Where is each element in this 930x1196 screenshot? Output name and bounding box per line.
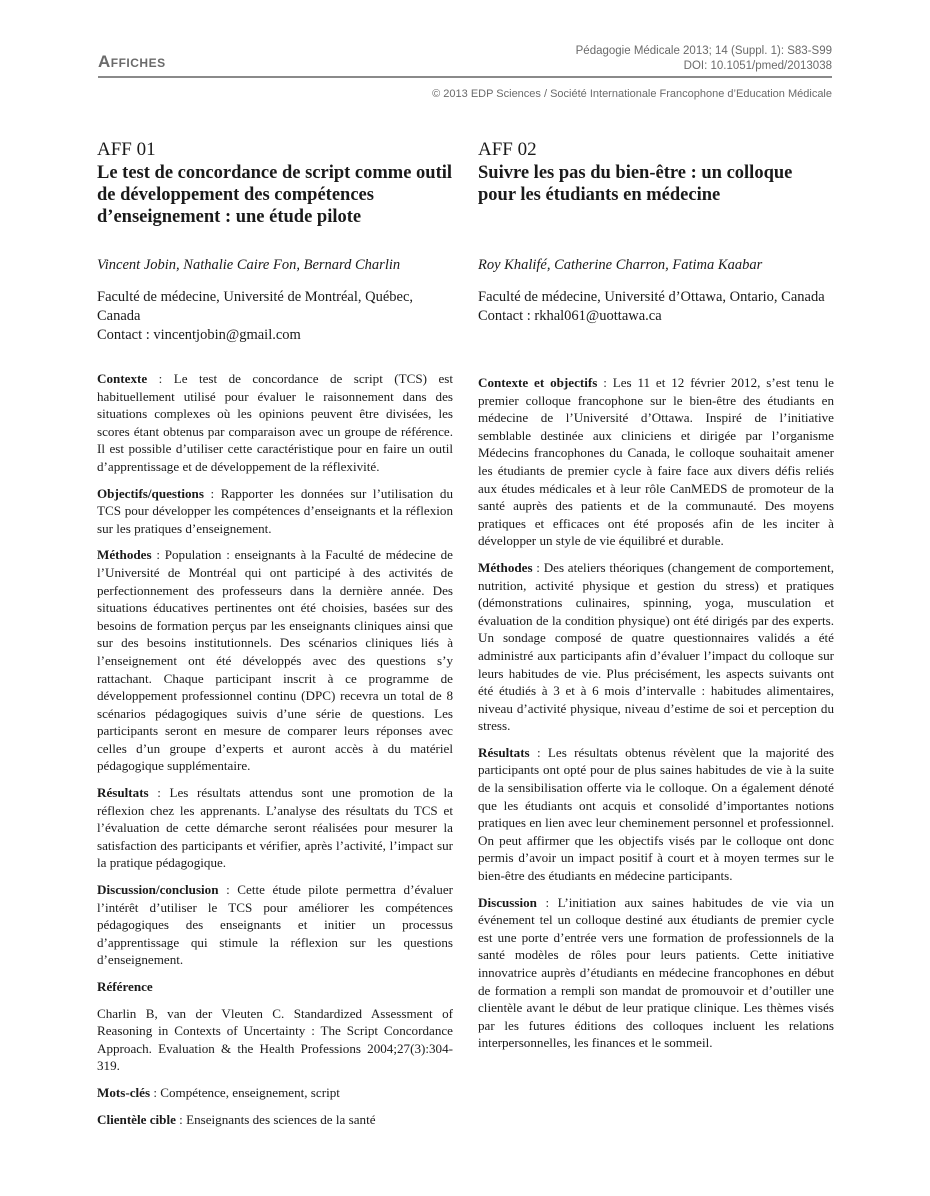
section-text: : Des ateliers théoriques (changement de comportement, nutrition, activité physique et gestion du stress) et pratiques (démonstrations culinaires, spinning, yoga, musculation et évaluation de la condition physique) ont été dirigés par des experts. Un sondage composé de quatre questionnaires validés a été administré aux participants afin d’évaluer l’impact du colloque sur leurs habitudes de vie. Plus précisément, les aspects suivants ont été étudiés à 3 et à 6 mois d’intervalle : habitudes alimentaires, niveau d’activité physique, niveau d’estime de soi et perception du stress. bbox=[478, 559, 834, 734]
section-text: : Le test de concordance de script (TCS) est habituellement utilisé pour évaluer le raisonnement dans des situations complexes où les opinions peuvent être divisées, les scores étant obtenus par comparaison avec un groupe de référence. Il est possible d’utiliser cette caractéristique pour en faire un outil d’apprentissage et de développement de la réflexivité. bbox=[97, 371, 453, 474]
section-label: Méthodes bbox=[97, 547, 152, 563]
abstract-aff01 bbox=[97, 138, 453, 1127]
affiliation: Faculté de médecine, Université d’Ottawa, Ontario, Canada bbox=[478, 289, 825, 305]
section-text: : L’initiation aux saines habitudes de vie via un événement tel un colloque destiné aux étudiants de premier cycle est une porte d’entrée vers une formation de professionnels de la santé modèles de rôles pour leurs patients. Cette initiative innovatrice auprès d’étudiants en médecine francophones en début de formation a rempli son mandat de promouvoir et d’outiller une clientèle avant le début de leur pratique clinique. Les thèmes visés par les futures éditions des colloques incluent les relations interpersonnelles, les finances et le sommeil. bbox=[478, 894, 834, 1051]
keywords-text: : Compétence, enseignement, script bbox=[150, 1084, 340, 1100]
contact: Contact : rkhal061@uottawa.ca bbox=[478, 308, 662, 324]
abstract-title: Suivre les pas du bien-être : un colloque pour les étudiants en médecine bbox=[478, 163, 793, 205]
section-text: : Les 11 et 12 février 2012, s’est tenu le premier colloque francophone sur le bien-être des étudiants en médecine de l’Université d’Ottawa. Inspiré de l’initiative semblable destinée aux cliniciens et dirigée par l’organisme Médecins francophones du Canada, le colloque souhaitait amener les étudiants de premier cycle à faire face aux divers défis reliés aux études médicales et à leur rôle CanMEDS de promoteur de la santé auprès des patients et de la communauté. Des moyens pratiques et efficaces ont été proposés afin de les inciter à développer un style de vie équilibré et durable. bbox=[478, 375, 834, 549]
section-methods bbox=[478, 559, 834, 735]
section-objectives bbox=[97, 485, 453, 538]
affiliation: Faculté de médecine, Université de Montréal, Québec, Canada bbox=[97, 289, 414, 324]
section-text: : Cette étude pilote permettra d’évaluer l’intérêt d’utiliser le TCS pour améliorer les compétences pédagogiques des enseignants et initier un processus d’apprentissage qui stimule la réflexion sur les questions d’enseignement. bbox=[97, 882, 453, 968]
abstract-body bbox=[478, 374, 834, 1061]
section-label: Objectifs/questions bbox=[97, 485, 204, 501]
authors: Roy Khalifé, Catherine Charron, Fatima Kaabar bbox=[478, 257, 763, 273]
section-results bbox=[478, 744, 834, 885]
section-label: Résultats bbox=[97, 785, 149, 801]
section-label: Discussion/conclusion bbox=[97, 882, 219, 898]
section-label: Discussion bbox=[478, 894, 537, 910]
doi-line: DOI: 10.1051/pmed/2013038 bbox=[683, 60, 832, 72]
copyright-line: © 2013 EDP Sciences / Société Internationale Francophone d’Education Médicale bbox=[432, 88, 832, 100]
section-label: Contexte et objectifs bbox=[478, 375, 598, 390]
abstract-title: Le test de concordance de script comme outil de développement des compétences d’enseignement : une étude pilote bbox=[97, 163, 453, 227]
section-results bbox=[97, 784, 453, 872]
abstract-code: AFF 01 bbox=[97, 139, 156, 160]
section-discussion bbox=[97, 881, 453, 969]
audience-text: : Enseignants des sciences de la santé bbox=[175, 1111, 376, 1127]
section-name: Affiches bbox=[98, 52, 166, 71]
section-methods bbox=[97, 546, 453, 775]
section-discussion bbox=[478, 894, 834, 1052]
section-text: : Rapporter les données sur l’utilisation du TCS pour développer les compétences d’enseignants et la réflexion sur les pratiques d’enseignement. bbox=[97, 485, 453, 536]
section-text: : Population : enseignants à la Faculté de médecine de l’Université de Montréal qui ont participé à des activités de perfectionnement des professeurs dans la dernière année. Des situations éducatives pertinentes ont été choisies, basées sur des besoins de formation perçus par les enseignants cliniques ainsi que sur des besoins institutionnels. Des scénarios cliniques liés à l’enseignement ont été développés avec des questions s’y rattachant. Chaque participant inscrit à ce programme de développement professionnel continu (DPC) recevra un total de 8 scénarios pédagogiques suivis d’une série de questions. Les participants seront en mesure de comparer leurs réponses avec celles d’un groupe d’experts et auront accès à du matériel pédagogique supplémentaire. bbox=[97, 547, 453, 774]
affiliation-block bbox=[478, 288, 825, 326]
keywords-label: Mots-clés bbox=[97, 1084, 151, 1100]
authors: Vincent Jobin, Nathalie Caire Fon, Bernard Charlin bbox=[97, 257, 401, 273]
keywords bbox=[97, 1084, 453, 1102]
header-rule bbox=[98, 76, 832, 78]
target-audience bbox=[97, 1111, 453, 1129]
section-label: Contexte bbox=[97, 371, 148, 386]
section-text: : Les résultats obtenus révèlent que la majorité des participants ont opté pour de plus saines habitudes de vie à la suite de la sensibilisation offerte via le colloque. On a également dénoté que les étudiants ont acquis et consolidé d’importantes notions pratiques en lien avec leur cheminement personnel et professionnel. On peut affirmer que les objectifs visés par le colloque ont donc permis d’avoir un impact positif à court et à moyen termes sur le bien-être des étudiants en médecine participants. bbox=[478, 744, 834, 884]
abstract-code: AFF 02 bbox=[478, 139, 537, 160]
journal-line: Pédagogie Médicale 2013; 14 (Suppl. 1): S83-S99 bbox=[575, 45, 832, 57]
abstract-body bbox=[97, 370, 453, 1137]
affiliation-block bbox=[97, 288, 453, 345]
reference-text: Charlin B, van der Vleuten C. Standardized Assessment of Reasoning in Contexts of Uncertainty : The Script Concordance Approach. Evaluation & the Health Professions 2004;27(3):304-319. bbox=[97, 1005, 453, 1074]
section-context bbox=[97, 370, 453, 476]
journal-citation bbox=[576, 44, 832, 74]
section-label: Méthodes bbox=[478, 559, 533, 575]
contact: Contact : vincentjobin@gmail.com bbox=[97, 327, 301, 343]
section-label: Résultats bbox=[478, 744, 530, 760]
section-context bbox=[478, 374, 834, 550]
abstract-aff02 bbox=[478, 138, 834, 1051]
reference-heading: Référence bbox=[97, 979, 153, 994]
audience-label: Clientèle cible bbox=[97, 1111, 176, 1127]
section-text: : Les résultats attendus sont une promotion de la réflexion chez les apprenants. L’analyse des résultats du TCS et l’évaluation de cette démarche seront réalisées pour mesurer la satisfaction des participants et vérifier, après l’activité, l’impact sur la pratique pédagogique. bbox=[97, 785, 453, 871]
